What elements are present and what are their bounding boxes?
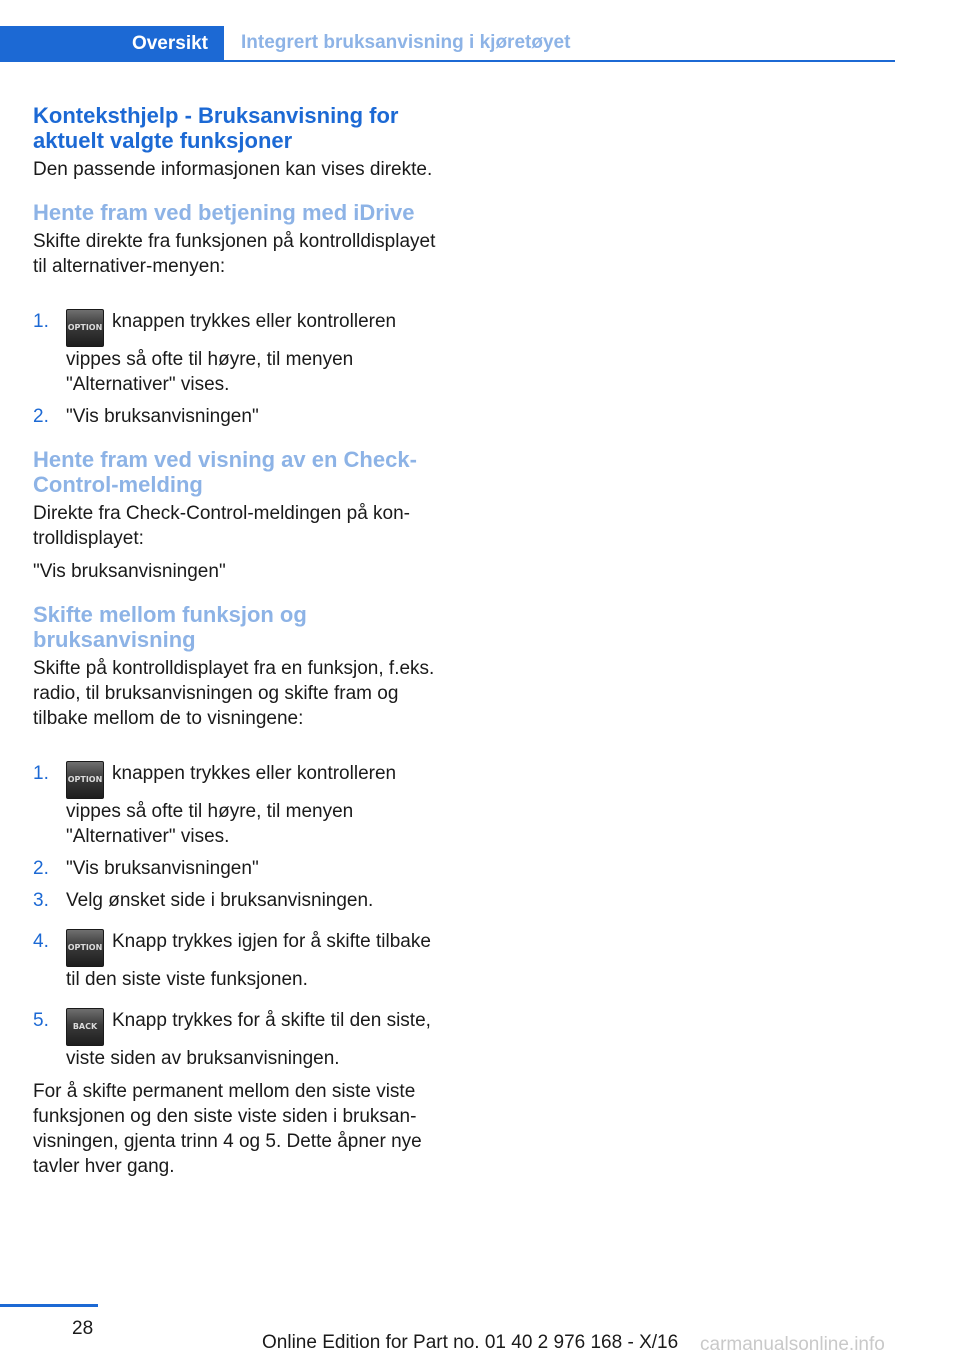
section-title-check-control: Hente fram ved visning av en Check-Control-melding bbox=[33, 447, 417, 497]
list-item bbox=[33, 1008, 443, 1071]
list-item bbox=[33, 929, 443, 992]
section-intro: Skifte direkte fra funksjonen på kontrolldisplayet til alternativer-menyen: bbox=[33, 231, 436, 277]
step-number: 1. bbox=[33, 311, 49, 332]
list-item bbox=[33, 404, 443, 429]
section-title-konteksthjelp: Konteksthjelp - Bruksanvisning for aktuelt valgte funksjoner bbox=[33, 103, 399, 153]
step-number: 4. bbox=[33, 931, 49, 952]
main-content bbox=[33, 103, 443, 1179]
step-number: 5. bbox=[33, 1010, 49, 1031]
option-button-icon: OPTION bbox=[66, 309, 104, 347]
step-number: 2. bbox=[33, 406, 49, 427]
step-text: knappen trykkes eller kontrolleren vippes så ofte til høyre, til menyen "Alternativer" vises. bbox=[66, 763, 397, 847]
step-list bbox=[33, 309, 443, 429]
footer-divider bbox=[0, 1304, 98, 1307]
step-text: Knapp trykkes for å skifte til den siste, viste siden av bruksanvisningen. bbox=[66, 1010, 431, 1069]
list-item bbox=[33, 761, 443, 849]
list-item bbox=[33, 309, 443, 397]
back-button-icon: BACK bbox=[66, 1008, 104, 1046]
step-text: Velg ønsket side i bruksanvisningen. bbox=[66, 890, 374, 911]
step-list bbox=[33, 761, 443, 1071]
list-item bbox=[33, 856, 443, 881]
step-number: 3. bbox=[33, 890, 49, 911]
list-item bbox=[33, 888, 443, 913]
step-number: 1. bbox=[33, 763, 49, 784]
option-button-icon: OPTION bbox=[66, 761, 104, 799]
page-number: 28 bbox=[72, 1318, 94, 1339]
watermark: carmanualsonline.info bbox=[700, 1334, 885, 1355]
header-divider bbox=[224, 60, 895, 62]
section-intro: Direkte fra Check-Control-meldingen på kontrolldisplayet: bbox=[33, 503, 410, 549]
section-outro: For å skifte permanent mellom den siste viste funksjonen og den siste viste siden i bruksanvisningen, gjenta trinn 4 og 5. Dette åpner nye tavler hver gang. bbox=[33, 1081, 422, 1177]
step-text: "Vis bruksanvisningen" bbox=[66, 858, 259, 879]
option-button-icon: OPTION bbox=[66, 929, 104, 967]
step-number: 2. bbox=[33, 858, 49, 879]
section-intro: Den passende informasjonen kan vises direkte. bbox=[33, 159, 433, 180]
section-detail: "Vis bruksanvisningen" bbox=[33, 561, 226, 582]
header-tab-chapter[interactable]: Integrert bruksanvisning i kjøretøyet bbox=[241, 32, 571, 53]
section-title-switch: Skifte mellom funksjon og bruksanvisning bbox=[33, 602, 307, 652]
step-text: Knapp trykkes igjen for å skifte tilbake til den siste viste funksjonen. bbox=[66, 931, 431, 990]
header-tab-oversikt[interactable]: Oversikt bbox=[0, 26, 224, 62]
step-text: "Vis bruksanvisningen" bbox=[66, 406, 259, 427]
section-title-idrive: Hente fram ved betjening med iDrive bbox=[33, 200, 415, 225]
section-intro: Skifte på kontrolldisplayet fra en funksjon, f.eks. radio, til bruksanvisningen og skifte fram og tilbake mellom de to visningene: bbox=[33, 658, 435, 729]
footer-edition: Online Edition for Part no. 01 40 2 976 168 - X/16 bbox=[262, 1332, 679, 1353]
page-header bbox=[0, 26, 895, 62]
step-text: knappen trykkes eller kontrolleren vippes så ofte til høyre, til menyen "Alternativer" vises. bbox=[66, 311, 397, 395]
